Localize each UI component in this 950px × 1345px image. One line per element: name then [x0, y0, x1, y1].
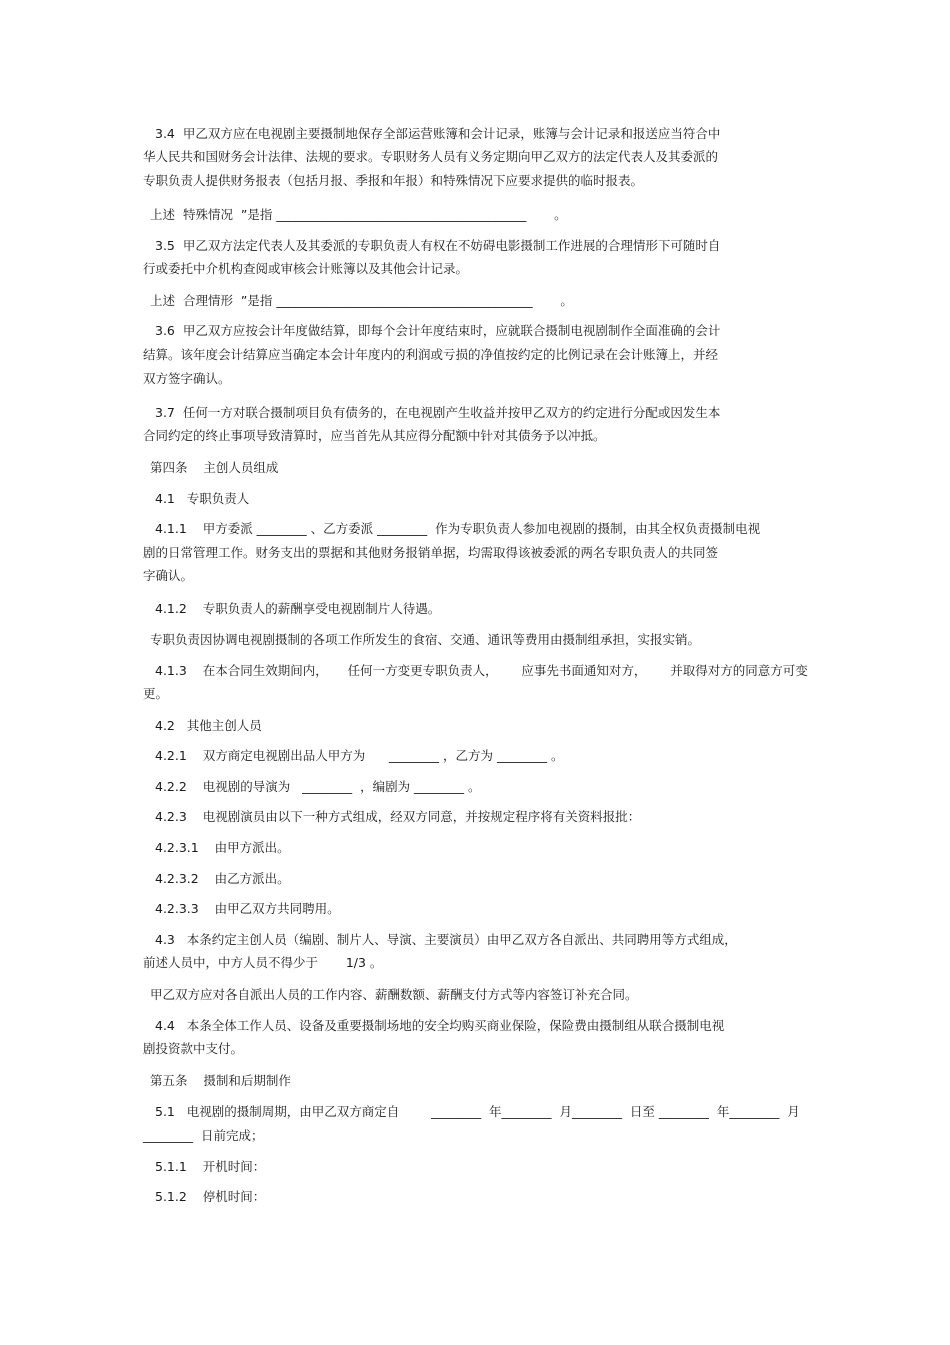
text-line: 3.6 甲乙双方应按会计年度做结算，即每个会计年度结束时，应就联合摄制电视剧制作全面准确的会计: [155, 323, 721, 338]
text-line: 4.2.3.2 由乙方派出。: [155, 871, 290, 886]
text-line: 上述 特殊情况 ”是指 ________________________________________ 。: [150, 207, 567, 222]
section-heading: 第五条 摄制和后期制作: [150, 1073, 291, 1088]
text-line: 4.1.1 甲方委派 ________ 、乙方委派 ________ 作为专职负责人参加电视剧的摄制，由其全权负责摄制电视: [155, 521, 761, 536]
text-line: 4.1.2 专职负责人的薪酬享受电视剧制片人待遇。: [155, 601, 441, 616]
text-line: 4.2.3.1 由甲方派出。: [155, 840, 290, 855]
text-line: 4.3 本条约定主创人员（编剧、制片人、导演、主要演员）由甲乙双方各自派出、共同聘用等方式组成，: [155, 932, 737, 947]
text-line: 3.4 甲乙双方应在电视剧主要摄制地保存全部运营账簿和会计记录，账簿与会计记录和报送应当符合中: [155, 126, 721, 141]
text-line: 更。: [143, 686, 169, 701]
text-line: 4.2.1 双方商定电视剧出品人甲方为 ________ ，乙方为 ________ 。: [155, 748, 564, 763]
text-line: 4.4 本条全体工作人员、设备及重要摄制场地的安全均购买商业保险，保险费由摄制组从联合摄制电视: [155, 1018, 725, 1033]
text-line: 5.1.2 停机时间：: [155, 1189, 266, 1204]
text-line: 华人民共和国财务会计法律、法规的要求。专职财务人员有义务定期向甲乙双方的法定代表人及其委派的: [143, 149, 719, 164]
text-line: 字确认。: [143, 568, 194, 583]
text-line: 4.1 专职负责人: [155, 491, 250, 506]
text-line: 专职负责因协调电视剧摄制的各项工作所发生的食宿、交通、通讯等费用由摄制组承担，实报实销。: [150, 632, 701, 647]
text-line: 剧投资款中支付。: [143, 1041, 244, 1056]
text-line: ________ 日前完成；: [143, 1128, 264, 1143]
text-line: 合同约定的终止事项导致清算时，应当首先从其应得分配额中针对其债务予以冲抵。: [143, 428, 606, 443]
text-line: 4.1.3 在本合同生效期间内， 任何一方变更专职负责人， 应事先书面通知对方， 并取得对方的同意方可变: [155, 663, 808, 678]
text-line: 4.2.2 电视剧的导演为 ________ ，编剧为 ________ 。: [155, 779, 481, 794]
section-heading: 第四条 主创人员组成: [150, 460, 279, 475]
text-line: 行或委托中介机构查阅或审核会计账簿以及其他会计记录。: [143, 261, 469, 276]
text-line: 4.2 其他主创人员: [155, 718, 262, 733]
text-line: 5.1 电视剧的摄制周期，由甲乙双方商定自 ________ 年________ 月________ 日至 ________ 年________ 月: [155, 1104, 800, 1119]
text-line: 前述人员中，中方人员不得少于 1/3 。: [143, 955, 383, 970]
text-line: 双方签字确认。: [143, 371, 231, 386]
text-line: 5.1.1 开机时间：: [155, 1159, 266, 1174]
text-line: 甲乙双方应对各自派出人员的工作内容、薪酬数额、薪酬支付方式等内容签订补充合同。: [150, 987, 638, 1002]
text-line: 4.2.3 电视剧演员由以下一种方式组成，经双方同意，并按规定程序将有关资料报批：: [155, 809, 641, 824]
text-line: 剧的日常管理工作。财务支出的票据和其他财务报销单据，均需取得该被委派的两名专职负责人的共同签: [143, 545, 719, 560]
text-line: 3.7 任何一方对联合摄制项目负有债务的，在电视剧产生收益并按甲乙双方的约定进行分配或因发生本: [155, 405, 721, 420]
text-line: 专职负责人提供财务报表（包括月报、季报和年报）和特殊情况下应要求提供的临时报表。: [143, 173, 644, 188]
text-line: 4.2.3.3 由甲乙双方共同聘用。: [155, 901, 340, 916]
text-line: 上述 合理情形 ”是指 _________________________________________ 。: [150, 293, 573, 308]
text-line: 结算。该年度会计结算应当确定本会计年度内的利润或亏损的净值按约定的比例记录在会计账簿上，并经: [143, 347, 719, 362]
text-line: 3.5 甲乙双方法定代表人及其委派的专职负责人有权在不妨碍电影摄制工作进展的合理情形下可随时自: [155, 238, 721, 253]
